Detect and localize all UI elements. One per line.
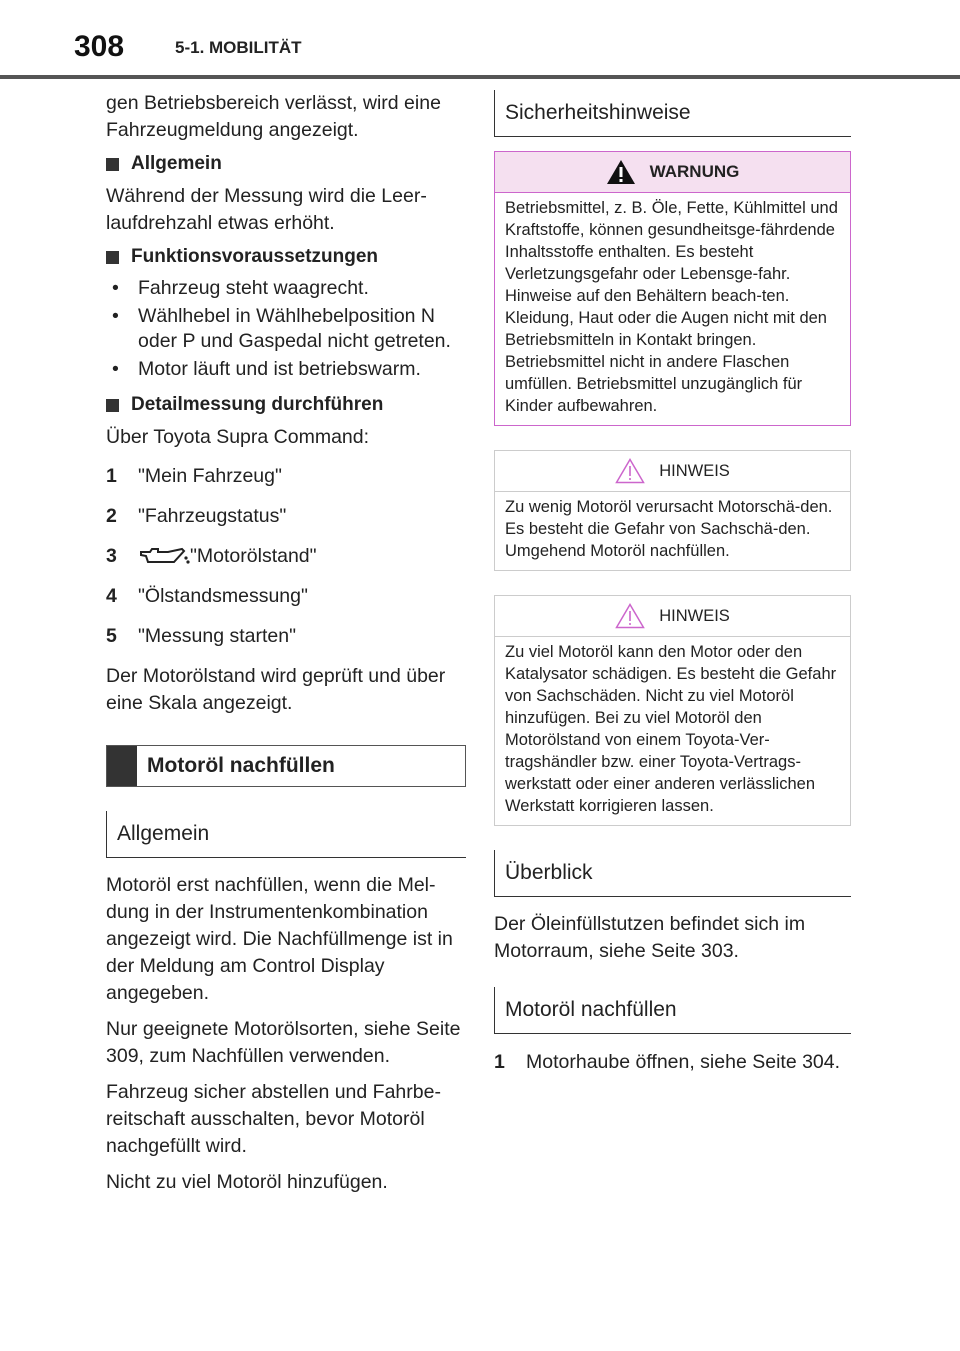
- list-item: • Fahrzeug steht waagrecht.: [112, 277, 369, 299]
- warning-triangle-icon: [606, 159, 636, 185]
- subsection-heading-nachfuellen: Motoröl nachfüllen: [494, 987, 851, 1034]
- square-bullet-icon: [106, 399, 119, 412]
- hint-text: Zu viel Motoröl kann den Motor oder den Katalysator schädigen. Es besteht die Gefahr von Sachschäden. Nicht zu viel Motoröl hinzufügen. Bei zu viel Motoröl den Motorölstand von einem Toyota-Ver-tragshändler bzw. einer Toyota-Vertrags-werkstatt oder einer anderen verlässlichen Werkstatt korrigieren lassen.: [505, 643, 837, 815]
- step-item: 1 Motorhaube öffnen, siehe Seite 304.: [494, 1051, 841, 1073]
- step-item: 2 "Fahrzeugstatus": [106, 505, 287, 527]
- subsection-heading-allgemein: Allgemein: [106, 811, 466, 858]
- hint-header: HINWEIS: [495, 451, 850, 492]
- overview-paragraph: Der Öleinfüllstutzen befindet sich im Motorraum, siehe Seite 303.: [494, 913, 806, 962]
- header-divider: [0, 75, 960, 79]
- subsection-heading-ueberblick: Überblick: [494, 850, 851, 897]
- list-item: • Motor läuft und ist betriebswarm.: [112, 358, 421, 380]
- warning-text: Betriebsmittel, z. B. Öle, Fette, Kühlmittel und Kraftstoffe, können gesundheitsge-fährdende Inhaltsstoffe enthalten. Es besteht Verletzungsgefahr oder Lebensge-fahr. Hinweise auf den Behältern beach-ten. Kleidung, Haut oder die Augen nicht mit den Betriebsmitteln in Kontakt bringen. Betriebsmittel nicht in andere Flaschen umfüllen. Betriebsmittel unzugänglich für Kinder aufbewahren.: [505, 199, 838, 415]
- step-item: 5 "Messung starten": [106, 625, 296, 647]
- list-item: • Wählhebel in Wählhebelposition N oder P und Gaspedal nicht getreten.: [112, 305, 451, 352]
- page-header: [0, 0, 960, 80]
- hint-triangle-icon: [615, 603, 645, 629]
- section-heading-motoroel: Motoröl nachfüllen: [106, 745, 466, 787]
- left-column: [106, 90, 466, 1205]
- subheading-detailmessung: Detailmessung durchführen: [106, 394, 466, 416]
- square-bullet-icon: [106, 158, 119, 171]
- hint-header: HINWEIS: [495, 596, 850, 637]
- step-item: 4 "Ölstandsmessung": [106, 585, 308, 607]
- hint-text: Zu wenig Motoröl verursacht Motorschä-den. Es besteht die Gefahr von Sachschä-den. Umgehend Motoröl nachfüllen.: [505, 498, 833, 560]
- hint-triangle-icon: [615, 458, 645, 484]
- step-item: 1 "Mein Fahrzeug": [106, 465, 282, 487]
- hint-box: [494, 595, 851, 826]
- step-item: 3 "Motorölstand": [106, 545, 317, 567]
- subheading-allgemein: Allgemein: [106, 153, 466, 175]
- subsection-heading-sicherheit: Sicherheitshinweise: [494, 90, 851, 137]
- detail-result: Der Motorölstand wird geprüft und über eine Skala angezeigt.: [106, 665, 446, 714]
- warning-box: [494, 151, 851, 426]
- detail-intro: Über Toyota Supra Command:: [106, 426, 370, 448]
- oil-can-icon: [138, 546, 190, 566]
- allgemein-paragraph: Während der Messung wird die Leer-laufdrehzahl etwas erhöht.: [106, 185, 427, 234]
- body-paragraph: Nur geeignete Motorölsorten, siehe Seite 309, zum Nachfüllen verwenden.: [106, 1018, 461, 1067]
- right-column: [494, 90, 851, 1091]
- body-paragraph: Nicht zu viel Motoröl hinzufügen.: [106, 1171, 388, 1193]
- chapter-title: 5-1. MOBILITÄT: [175, 38, 302, 57]
- heading-marker: [107, 746, 137, 786]
- subheading-funktionsvoraussetzungen: Funktionsvoraussetzungen: [106, 246, 466, 268]
- intro-paragraph: gen Betriebsbereich verlässt, wird eine Fahrzeugmeldung angezeigt.: [106, 92, 441, 141]
- body-paragraph: Motoröl erst nachfüllen, wenn die Mel-dung in der Instrumentenkombination angezeigt wird. Die Nachfüllmenge ist in der Meldung am Control Display angegeben.: [106, 874, 453, 1004]
- square-bullet-icon: [106, 251, 119, 264]
- warning-header: WARNUNG: [495, 152, 850, 193]
- page-number: 308: [74, 30, 125, 63]
- body-paragraph: Fahrzeug sicher abstellen und Fahrbe-reitschaft ausschalten, bevor Motoröl nachgefüllt wird.: [106, 1081, 441, 1157]
- hint-box: [494, 450, 851, 571]
